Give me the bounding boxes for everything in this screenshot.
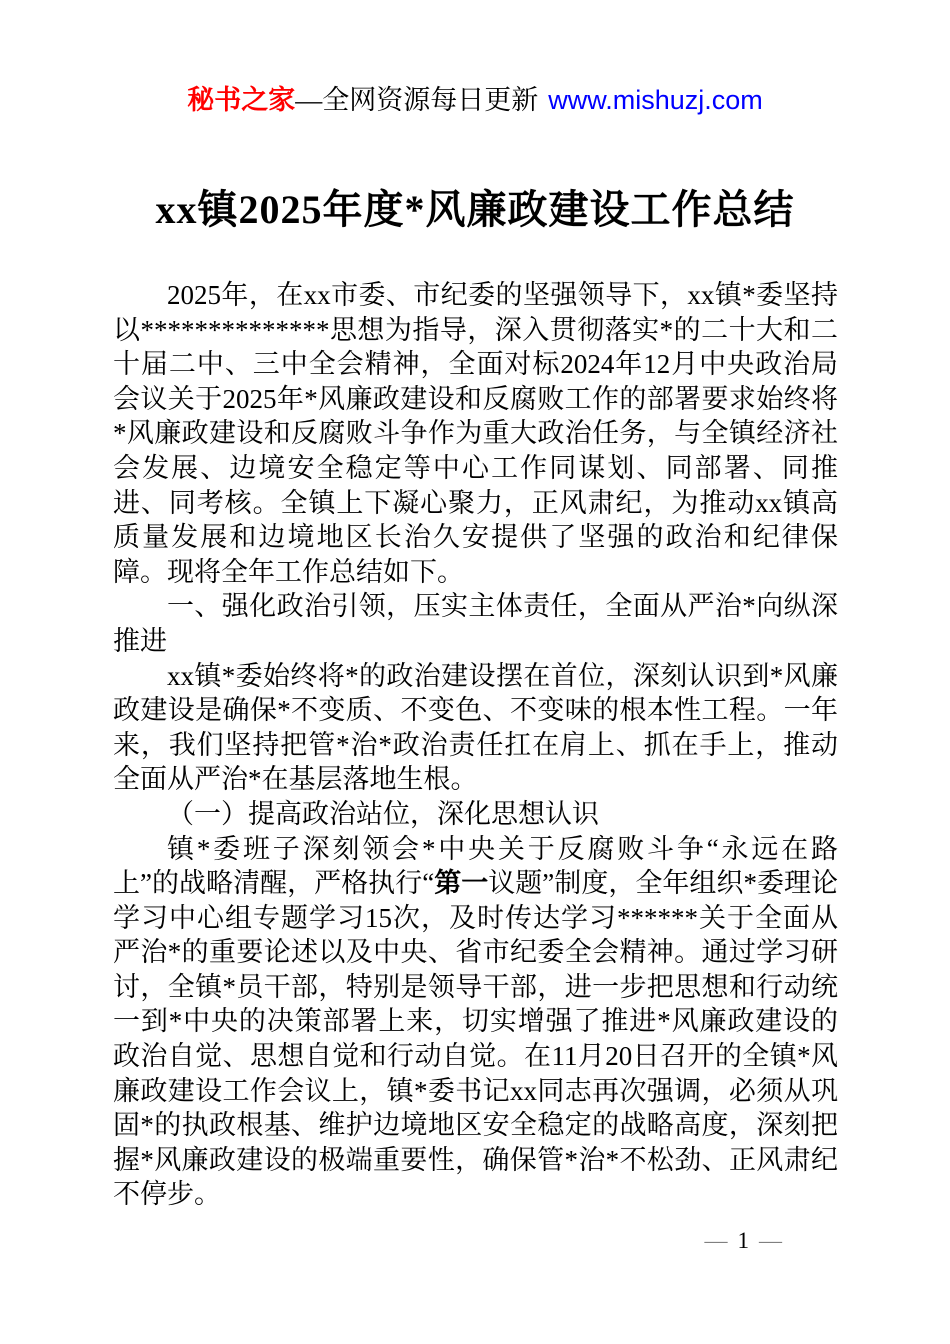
site-separator-dash: —: [295, 85, 323, 115]
site-tagline: 全网资源每日更新: [322, 85, 539, 115]
paragraph-subsection-1-bold-text: 第一: [434, 868, 489, 899]
heading-section-1: 一、强化政治引领，压实主体责任，全面从严治*向纵深推进: [113, 591, 838, 656]
page-number: [705, 1228, 783, 1254]
site-header: [0, 84, 950, 116]
page-number-dash-right: —: [759, 1228, 782, 1253]
document-body: [113, 278, 838, 1212]
page-number-dash-left: —: [704, 1228, 728, 1253]
paragraph-section-1: xx镇*委始终将*的政治建设摆在首位，深刻认识到*风廉政建设是确保*不变质、不变色、不变味的根本性工程。一年来，我们坚持把管*治*政治责任扛在肩上、抓在手上，推动全面从严治*在基层落地生根。: [113, 660, 838, 795]
site-name: 秘书之家: [187, 85, 296, 115]
paragraph-subsection-1-text: 镇*委班子深刻领会*中央关于反腐败斗争“永远在路上”的战略清醒，严格执行“: [113, 833, 838, 899]
document-title: xx镇2025年度*风廉政建设工作总结: [155, 187, 795, 232]
heading-subsection-1: （一）提高政治站位，深化思想认识: [167, 798, 599, 829]
page-number-value: 1: [737, 1228, 749, 1253]
paragraph-subsection-1: [113, 832, 838, 1213]
paragraph-subsection-1-text: 议题”制度，全年组织*委理论学习中心组专题学习15次，及时传达学习******关于全面从严治*的重要论述以及中央、省市纪委全会精神。通过学习研讨，全镇*员干部，特别是领导干部，进一步把思想和行动统一到*中央的决策部署上来，切实增强了推进*风廉政建设的政治自觉、思想自觉和行动自觉。在11月20日召开的全镇*风廉政建设工作会议上，镇*委书记xx同志再次强调，必须从巩固*的执政根基、维护边境地区安全稳定的战略高度，深刻把握*风廉政建设的极端重要性，确保管*治*不松劲、正风肃纪不停步。: [113, 868, 839, 1210]
site-url-link[interactable]: www.mishuzj.com: [548, 85, 763, 115]
paragraph-intro: 2025年，在xx市委、市纪委的坚强领导下，xx镇*委坚持以**************思想为指导，深入贯彻落实*的二十大和二十届二中、三中全会精神，全面对标2024年12月中央政治局会议关于2025年*风廉政建设和反腐败工作的部署要求始终将*风廉政建设和反腐败斗争作为重大政治任务，与全镇经济社会发展、边境安全稳定等中心工作同谋划、同部署、同推进、同考核。全镇上下凝心聚力，正风肃纪，为推动xx镇高质量发展和边境地区长治久安提供了坚强的政治和纪律保障。现将全年工作总结如下。: [113, 280, 838, 587]
